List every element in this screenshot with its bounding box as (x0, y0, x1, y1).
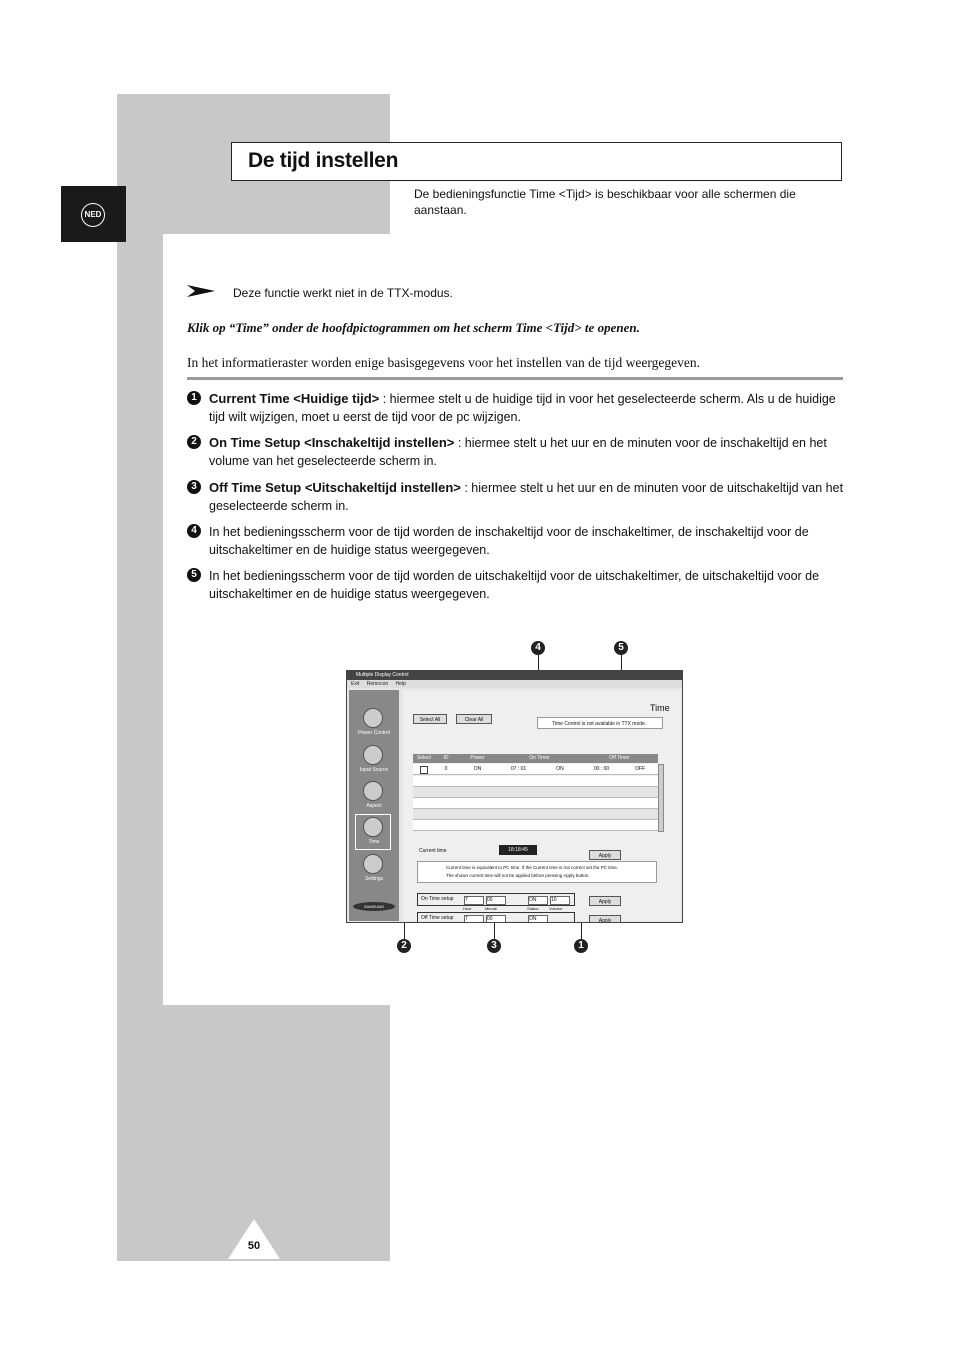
sidebar-item-input[interactable]: Input Source (359, 767, 389, 773)
sidebar-item-settings[interactable]: Settings (364, 876, 384, 882)
clear-all-button[interactable]: Clear All (456, 714, 492, 724)
aspect-icon[interactable] (363, 781, 383, 801)
status-label: Status (527, 906, 539, 911)
window-title: Multiple Display Control (347, 671, 682, 680)
off-time-setup-row (417, 912, 575, 923)
menu-exit[interactable]: Exit (351, 681, 360, 687)
table-row[interactable] (413, 798, 658, 809)
settings-icon[interactable] (363, 854, 383, 874)
instruction-text: Klik op “Time” onder de hoofdpictogrammen om het scherm Time <Tijd> te openen. (187, 320, 640, 335)
callout-4: 4 (531, 641, 545, 655)
sidebar-item-aspect[interactable]: Aspect (366, 803, 382, 809)
software-screenshot (346, 670, 683, 923)
info-box (417, 861, 657, 883)
page-number: 50 (247, 1240, 261, 1252)
cell-off-time: 00 : 00 (593, 766, 610, 772)
item-text: : hiermee stelt u de huidige tijd in voor het geselecteerde scherm. Als u de huidige tijd wilt wijzigen, moet u eerst de tijd voor de pc wijzigen. (209, 392, 836, 424)
note-arrow-icon (187, 284, 215, 298)
menu-help[interactable]: Help (395, 681, 406, 687)
number-bullet: 2 (187, 435, 201, 449)
cell-id: 0 (444, 766, 448, 772)
col-power: Power (457, 754, 498, 763)
callout-3: 3 (487, 939, 501, 953)
on-hour-select[interactable]: 7 (464, 896, 484, 905)
table-row[interactable] (413, 809, 658, 820)
list-item (187, 434, 847, 470)
current-time-value: 18:18:45 (499, 845, 537, 855)
on-volume-select[interactable]: 10 (550, 896, 570, 905)
ttx-notice (537, 717, 663, 729)
on-time-setup-row (417, 893, 575, 906)
ttx-notice-text: Time Control is not available in TTX mode. (552, 721, 647, 727)
power-control-icon[interactable] (363, 708, 383, 728)
item-text: : hiermee stelt u het uur en de minuten voor de uitschakeltijd van het geselecteerde scherm in. (209, 481, 844, 513)
cell-off-status: OFF (635, 766, 645, 772)
info-line-1: Current time is equivalent to PC time. If the Current time is not correct set the PC time. (446, 865, 619, 870)
off-time-setup-label: Off Time setup (421, 915, 454, 921)
current-time-label: Current time (419, 848, 447, 854)
description-text: In het informatieraster worden enige basisgegevens voor het instellen van de tijd weergegeven. (187, 355, 700, 370)
menu-bar (347, 680, 682, 688)
sidebar-item-time[interactable]: Time (368, 839, 380, 845)
table-row[interactable] (413, 776, 658, 787)
time-icon[interactable] (363, 817, 383, 837)
volume-label: Volume (549, 906, 563, 911)
apply-current-time-button[interactable]: Apply (589, 850, 621, 860)
off-status-select[interactable]: ON (528, 915, 548, 923)
number-bullet: 3 (187, 480, 201, 494)
cell-on-time: 07 : 01 (510, 766, 527, 772)
list-item (187, 567, 847, 603)
apply-on-time-button[interactable]: Apply (589, 896, 621, 906)
number-bullet: 1 (187, 391, 201, 405)
col-id: ID (435, 754, 457, 763)
menu-remocon[interactable]: Remocon (366, 681, 389, 687)
on-status-select[interactable]: ON (528, 896, 548, 905)
cell-on-status: ON (556, 766, 564, 772)
col-select: Select (413, 754, 435, 763)
number-bullet: 5 (187, 568, 201, 582)
language-badge: NED (81, 203, 105, 227)
sidebar (349, 690, 399, 921)
item-heading: On Time Setup <Inschakeltijd instellen> (209, 435, 455, 450)
hour-label: Hour (463, 906, 472, 911)
cell-power: ON (473, 766, 482, 772)
row-checkbox[interactable] (420, 766, 428, 774)
off-hour-select[interactable]: 7 (464, 915, 484, 923)
intro-text: De bedieningsfunctie Time <Tijd> is beschikbaar voor alle schermen die aanstaan. (414, 187, 796, 217)
callout-1: 1 (574, 939, 588, 953)
on-time-setup-label: On Time setup (421, 896, 454, 902)
col-on-timer: On Timer (498, 754, 581, 763)
table-row[interactable] (413, 764, 658, 775)
page-title: De tijd instellen (248, 149, 399, 172)
number-bullet: 4 (187, 524, 201, 538)
item-text: In het bedieningsscherm voor de tijd worden de uitschakeltijd voor de uitschakeltimer, de uitschakeltijd voor de uitschakeltimer en de huidige status weergegeven. (209, 569, 820, 601)
input-source-icon[interactable] (363, 745, 383, 765)
callout-2: 2 (397, 939, 411, 953)
brand-logo: SAMSUNG (353, 902, 395, 911)
col-off-timer: Off Timer (581, 754, 658, 763)
table-scrollbar[interactable] (658, 764, 664, 832)
main-panel (403, 690, 681, 921)
off-minute-select[interactable]: 00 (486, 915, 506, 923)
item-text: : hiermee stelt u het uur en de minuten voor de inschakeltijd en het volume van het geselecteerde scherm in. (209, 436, 827, 468)
sidebar-item-power[interactable]: Power Control (358, 730, 390, 736)
note-text: Deze functie werkt niet in de TTX-modus. (233, 286, 453, 300)
item-heading: Off Time Setup <Uitschakeltijd instellen> (209, 480, 461, 495)
setup-sub-labels (463, 906, 583, 911)
apply-off-time-button[interactable]: Apply (589, 915, 621, 923)
list-item (187, 479, 847, 515)
table-row[interactable] (413, 820, 658, 831)
minute-label: Minute (485, 906, 498, 911)
page-number-triangle (228, 1219, 280, 1259)
panel-title: Time (650, 703, 670, 713)
select-all-button[interactable]: Select All (413, 714, 447, 724)
callout-5: 5 (614, 641, 628, 655)
info-line-2: The shown current time will not be applied before pressing Apply button. (446, 873, 590, 878)
list-item (187, 523, 847, 559)
divider (187, 377, 843, 380)
item-heading: Current Time <Huidige tijd> (209, 391, 380, 406)
table-row[interactable] (413, 787, 658, 798)
list-item (187, 390, 847, 426)
on-minute-select[interactable]: 00 (486, 896, 506, 905)
item-text: In het bedieningsscherm voor de tijd worden de inschakeltijd voor de inschakeltimer, de inschakeltijd voor de uitschakeltimer en de huidige status weergegeven. (209, 525, 809, 557)
